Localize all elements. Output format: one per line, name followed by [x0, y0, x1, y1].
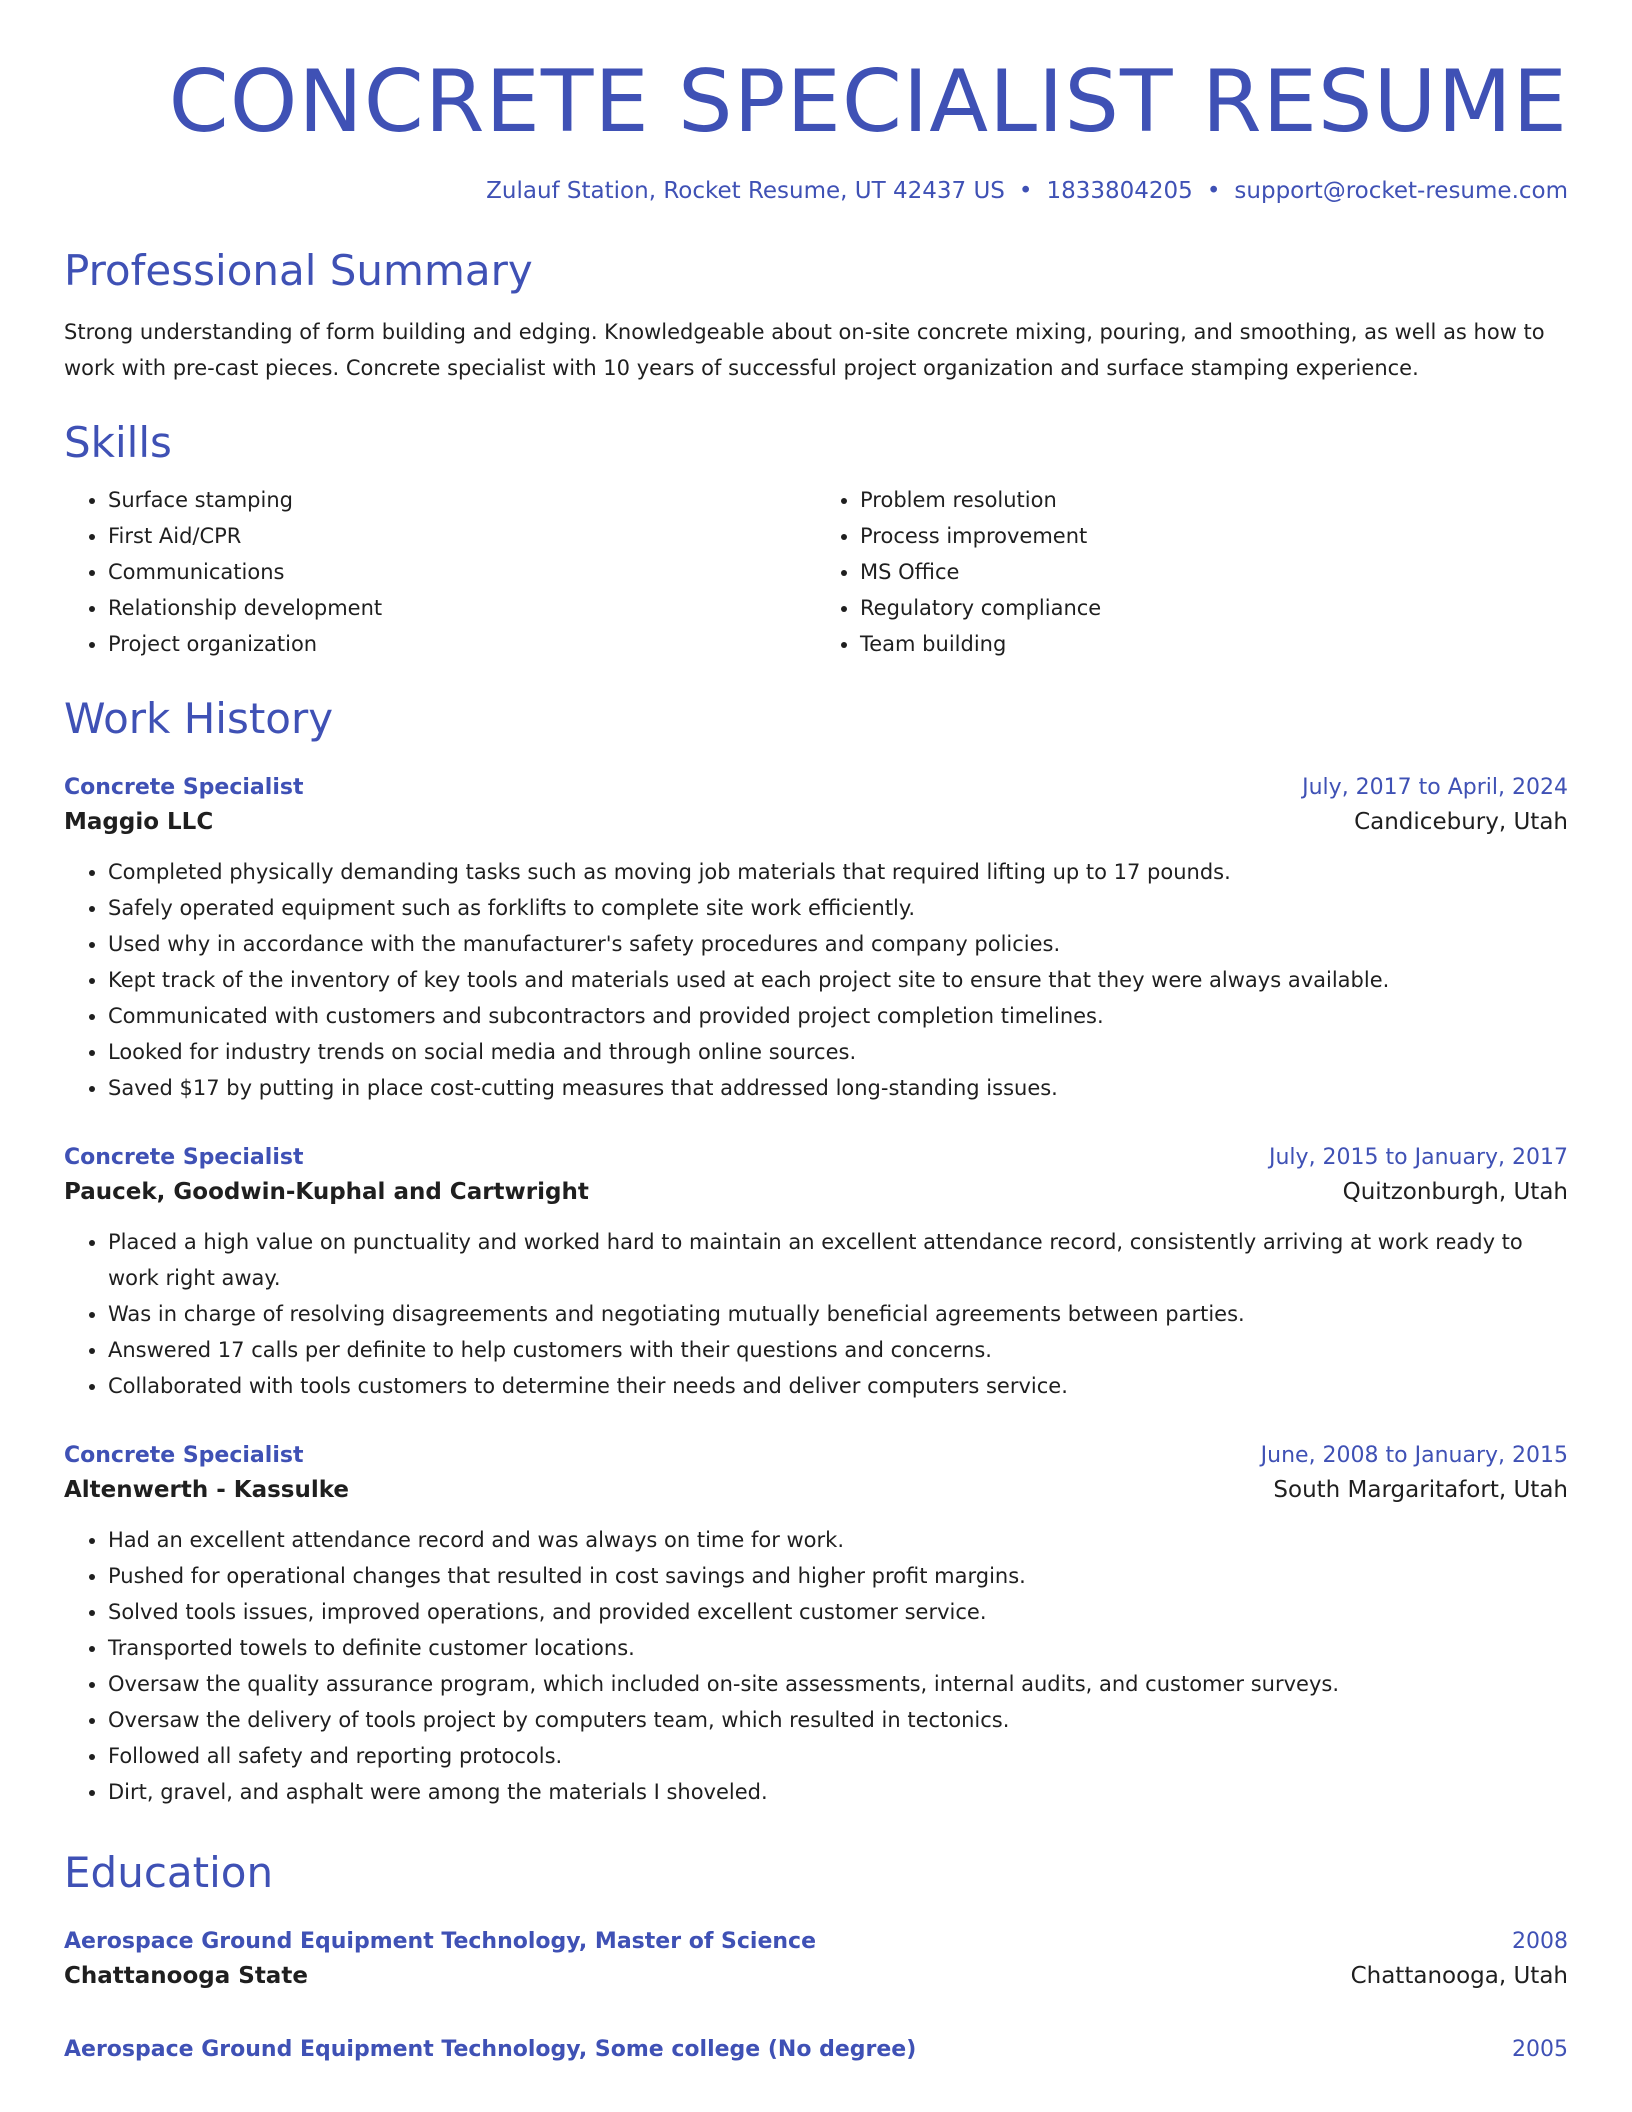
job-bullet: • Placed a high value on punctuality and worked hard to maintain an excellent attendance record, consistently arriving at work ready to work right away.: [108, 1224, 1568, 1296]
job-bullet: • Kept track of the inventory of key tools and materials used at each project site to ensure that they were always available.: [108, 962, 1568, 998]
job-bullet: • Pushed for operational changes that resulted in cost savings and higher profit margins.: [108, 1558, 1568, 1594]
education-degree-row: [64, 2034, 1568, 2066]
skill-item: • First Aid/CPR: [108, 518, 816, 554]
job-title: Concrete Specialist: [64, 1443, 304, 1468]
skills-grid: [64, 482, 1568, 662]
job-company-row: [64, 1174, 1568, 1210]
education-section: [64, 1848, 1568, 2066]
job-bullet: • Transported towels to definite customer locations.: [108, 1630, 1568, 1666]
job-bullets: [64, 1224, 1568, 1404]
contact-separator: •: [1018, 178, 1033, 204]
work-history-section: [64, 694, 1568, 1810]
contact-email: support@rocket-resume.com: [1234, 178, 1568, 204]
contact-phone: 1833804205: [1046, 178, 1193, 204]
job-entry: [64, 772, 1568, 1106]
job-dates: July, 2015 to January, 2017: [1269, 1145, 1568, 1170]
job-bullet: • Answered 17 calls per definite to help customers with their questions and concerns.: [108, 1332, 1568, 1368]
skills-list-left: [64, 482, 816, 662]
contact-address: Zulauf Station, Rocket Resume, UT 42437 US: [486, 178, 1005, 204]
job-bullet: • Completed physically demanding tasks such as moving job materials that required lifting up to 17 pounds.: [108, 854, 1568, 890]
skill-item: • Team building: [860, 626, 1568, 662]
job-bullet: • Solved tools issues, improved operations, and provided excellent customer service.: [108, 1594, 1568, 1630]
job-company: Paucek, Goodwin-Kuphal and Cartwright: [64, 1179, 589, 1205]
job-bullet: • Had an excellent attendance record and was always on time for work.: [108, 1522, 1568, 1558]
education-entry: [64, 1926, 1568, 1994]
job-bullet: • Followed all safety and reporting protocols.: [108, 1738, 1568, 1774]
job-company: Altenwerth - Kassulke: [64, 1477, 350, 1503]
job-bullet: • Saved $17 by putting in place cost-cutting measures that addressed long-standing issues.: [108, 1070, 1568, 1106]
job-title: Concrete Specialist: [64, 1145, 304, 1170]
section-heading-work-history: Work History: [64, 694, 334, 743]
section-heading-skills: Skills: [64, 418, 172, 467]
job-bullet: • Collaborated with tools customers to determine their needs and deliver computers service.: [108, 1368, 1568, 1404]
job-bullet: • Dirt, gravel, and asphalt were among the materials I shoveled.: [108, 1774, 1568, 1810]
skills-section: [64, 418, 1568, 662]
education-year: 2008: [1512, 1929, 1568, 1954]
job-location: South Margaritafort, Utah: [1273, 1477, 1568, 1503]
job-bullet: • Used why in accordance with the manufacturer's safety procedures and company policies.: [108, 926, 1568, 962]
job-entry: [64, 1440, 1568, 1810]
skill-item: • Regulatory compliance: [860, 590, 1568, 626]
skill-item: • Problem resolution: [860, 482, 1568, 518]
contact-separator: •: [1206, 178, 1221, 204]
job-bullet: • Communicated with customers and subcontractors and provided project completion timelines.: [108, 998, 1568, 1034]
section-heading-summary: Professional Summary: [64, 246, 533, 295]
education-entry: [64, 2034, 1568, 2066]
skill-item: • Project organization: [108, 626, 816, 662]
job-company: Maggio LLC: [64, 809, 214, 835]
job-bullets: [64, 1522, 1568, 1810]
contact-line: [64, 176, 1568, 206]
summary-text: Strong understanding of form building and edging. Knowledgeable about on-site concrete mixing, pouring, and smoothing, as well as how to work with pre-cast pieces. Concrete specialist with 10 years of successful project organization and surface stamping experience.: [64, 320, 1545, 380]
skill-item: • Relationship development: [108, 590, 816, 626]
education-degree: Aerospace Ground Equipment Technology, Master of Science: [64, 1929, 817, 1954]
education-degree-row: [64, 1926, 1568, 1958]
job-company-row: [64, 804, 1568, 840]
skill-item: • MS Office: [860, 554, 1568, 590]
job-title: Concrete Specialist: [64, 775, 304, 800]
job-title-row: [64, 1142, 1568, 1174]
section-heading-education: Education: [64, 1848, 274, 1897]
job-bullets: [64, 854, 1568, 1106]
resume-header: [64, 0, 1568, 206]
skill-item: • Communications: [108, 554, 816, 590]
resume-title: CONCRETE SPECIALIST RESUME: [168, 52, 1568, 152]
job-bullet: • Oversaw the delivery of tools project by computers team, which resulted in tectonics.: [108, 1702, 1568, 1738]
education-school: Chattanooga State: [64, 1963, 308, 1989]
skills-list-right: [816, 482, 1568, 662]
skill-item: • Surface stamping: [108, 482, 816, 518]
job-location: Quitzonburgh, Utah: [1342, 1179, 1568, 1205]
job-location: Candicebury, Utah: [1354, 809, 1568, 835]
professional-summary-section: [64, 246, 1568, 386]
job-dates: July, 2017 to April, 2024: [1302, 775, 1568, 800]
job-entry: [64, 1142, 1568, 1404]
job-dates: June, 2008 to January, 2015: [1260, 1443, 1568, 1468]
job-bullet: • Safely operated equipment such as forklifts to complete site work efficiently.: [108, 890, 1568, 926]
skill-item: • Process improvement: [860, 518, 1568, 554]
education-school-row: [64, 1958, 1568, 1994]
education-degree: Aerospace Ground Equipment Technology, Some college (No degree): [64, 2037, 917, 2062]
job-title-row: [64, 772, 1568, 804]
job-bullet: • Oversaw the quality assurance program, which included on-site assessments, internal audits, and customer surveys.: [108, 1666, 1568, 1702]
education-year: 2005: [1512, 2037, 1568, 2062]
education-location: Chattanooga, Utah: [1350, 1963, 1568, 1989]
job-title-row: [64, 1440, 1568, 1472]
job-bullet: • Looked for industry trends on social media and through online sources.: [108, 1034, 1568, 1070]
job-bullet: • Was in charge of resolving disagreements and negotiating mutually beneficial agreements between parties.: [108, 1296, 1568, 1332]
job-company-row: [64, 1472, 1568, 1508]
